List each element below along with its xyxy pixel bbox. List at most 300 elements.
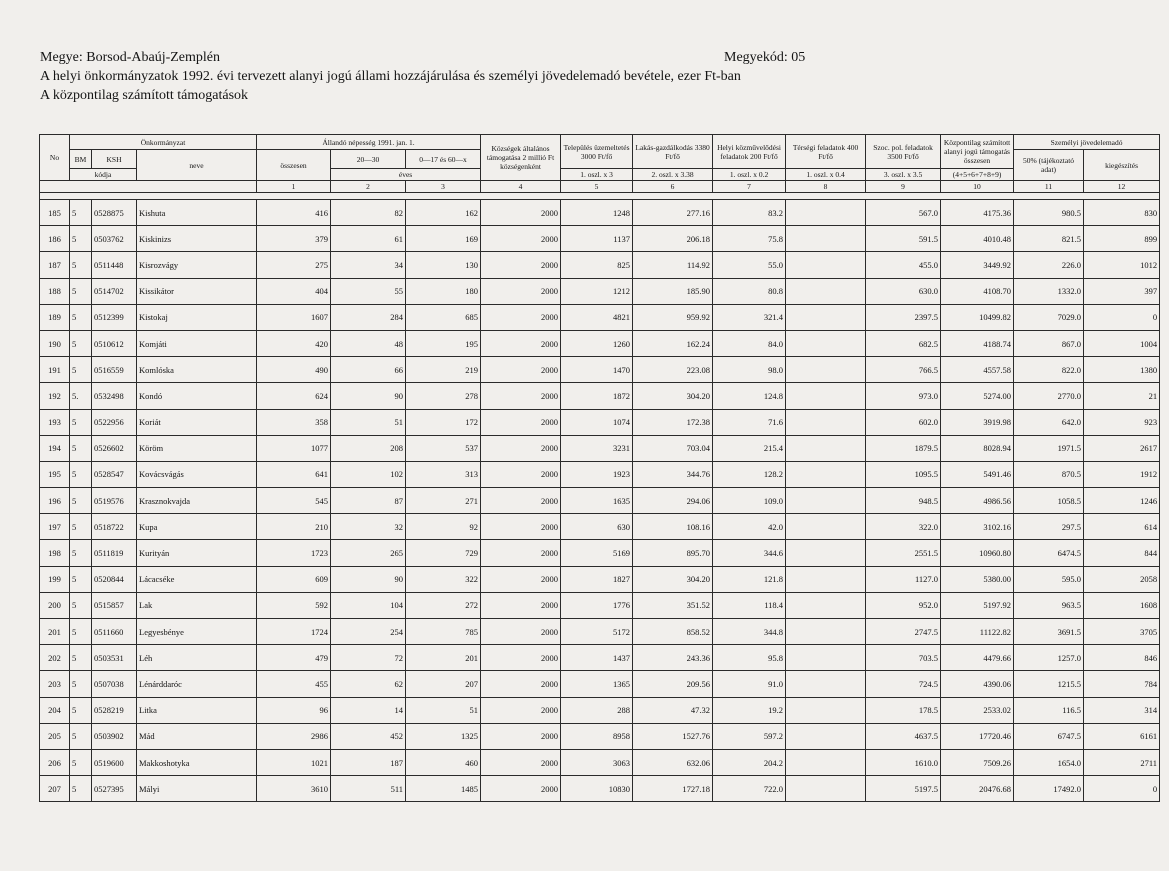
local-culture-cell: 321.4 — [713, 304, 786, 330]
population-20-30-cell: 102 — [331, 461, 406, 487]
row-number-cell: 200 — [40, 592, 70, 618]
bm-code-cell: 5 — [70, 776, 92, 802]
population-total-cell: 404 — [257, 278, 331, 304]
settlement-operation-cell: 1470 — [561, 357, 633, 383]
housing-management-cell: 1727.18 — [633, 776, 713, 802]
village-support-cell: 2000 — [481, 278, 561, 304]
municipality-name-cell: Lak — [137, 592, 257, 618]
county-line — [40, 48, 1130, 67]
housing-management-cell: 114.92 — [633, 252, 713, 278]
income-tax-50-cell: 870.5 — [1014, 461, 1084, 487]
row-number-cell: 188 — [40, 278, 70, 304]
central-support-total-cell: 20476.68 — [941, 776, 1014, 802]
social-policy-cell: 948.5 — [866, 488, 941, 514]
settlement-operation-cell: 1776 — [561, 592, 633, 618]
settlement-operation-cell: 5169 — [561, 540, 633, 566]
municipality-name-cell: Kovácsvágás — [137, 461, 257, 487]
housing-management-cell: 223.08 — [633, 357, 713, 383]
row-number-cell: 207 — [40, 776, 70, 802]
population-total-cell: 2986 — [257, 723, 331, 749]
regional-tasks-cell — [786, 697, 866, 723]
village-support-cell: 2000 — [481, 330, 561, 356]
col-number: 1 — [257, 181, 331, 193]
bm-code-cell: 5 — [70, 697, 92, 723]
ksh-code-cell: 0507038 — [92, 671, 137, 697]
central-support-total-cell: 4188.74 — [941, 330, 1014, 356]
bm-code-cell: 5 — [70, 252, 92, 278]
housing-management-cell: 294.06 — [633, 488, 713, 514]
local-culture-cell: 91.0 — [713, 671, 786, 697]
ksh-code-cell: 0512399 — [92, 304, 137, 330]
ksh-code-cell: 0528875 — [92, 200, 137, 226]
municipality-name-cell: Komlóska — [137, 357, 257, 383]
population-20-30-cell: 34 — [331, 252, 406, 278]
column-number-row — [40, 181, 1160, 193]
regional-tasks-cell — [786, 461, 866, 487]
regional-tasks-cell — [786, 330, 866, 356]
income-tax-supplement-cell: 1246 — [1084, 488, 1160, 514]
village-support-cell: 2000 — [481, 697, 561, 723]
income-tax-supplement-cell: 899 — [1084, 226, 1160, 252]
central-support-total-cell: 5197.92 — [941, 592, 1014, 618]
population-0-17-60-plus-cell: 785 — [406, 619, 481, 645]
housing-management-cell: 1527.76 — [633, 723, 713, 749]
population-total-cell: 96 — [257, 697, 331, 723]
bm-code-cell: 5 — [70, 330, 92, 356]
income-tax-50-cell: 6474.5 — [1014, 540, 1084, 566]
village-support-cell: 2000 — [481, 671, 561, 697]
income-tax-supplement-cell: 1004 — [1084, 330, 1160, 356]
social-policy-cell: 602.0 — [866, 409, 941, 435]
housing-management-cell: 959.92 — [633, 304, 713, 330]
regional-tasks-cell — [786, 514, 866, 540]
central-support-total-cell: 4108.70 — [941, 278, 1014, 304]
settlement-operation-cell: 5172 — [561, 619, 633, 645]
income-tax-50-cell: 963.5 — [1014, 592, 1084, 618]
housing-management-cell: 895.70 — [633, 540, 713, 566]
housing-management-cell: 185.90 — [633, 278, 713, 304]
col-kiegeszites-header: kiegészítés — [1084, 150, 1160, 181]
table-row — [40, 540, 1160, 566]
row-number-cell: 202 — [40, 645, 70, 671]
table-row — [40, 409, 1160, 435]
housing-management-cell: 304.20 — [633, 566, 713, 592]
income-tax-supplement-cell: 2711 — [1084, 749, 1160, 775]
settlement-operation-cell: 288 — [561, 697, 633, 723]
settlement-operation-cell: 1260 — [561, 330, 633, 356]
housing-management-cell: 304.20 — [633, 383, 713, 409]
local-culture-cell: 344.8 — [713, 619, 786, 645]
central-support-total-cell: 17720.46 — [941, 723, 1014, 749]
ksh-code-cell: 0528219 — [92, 697, 137, 723]
bm-code-cell: 5 — [70, 540, 92, 566]
local-culture-cell: 42.0 — [713, 514, 786, 540]
population-total-cell: 275 — [257, 252, 331, 278]
social-policy-cell: 2747.5 — [866, 619, 941, 645]
housing-management-cell: 277.16 — [633, 200, 713, 226]
regional-tasks-cell — [786, 304, 866, 330]
local-culture-cell: 80.8 — [713, 278, 786, 304]
ksh-code-cell: 0518722 — [92, 514, 137, 540]
settlement-operation-cell: 1827 — [561, 566, 633, 592]
population-0-17-60-plus-cell: 162 — [406, 200, 481, 226]
table-row — [40, 488, 1160, 514]
col-age-0-17-header: 0—17 és 60—x — [406, 150, 481, 169]
population-20-30-cell: 32 — [331, 514, 406, 540]
regional-tasks-cell — [786, 540, 866, 566]
central-support-total-cell: 4557.58 — [941, 357, 1014, 383]
col-kozsegek-header: Községek általános támogatása 2 millió Ft községenként — [481, 135, 561, 181]
population-0-17-60-plus-cell: 1485 — [406, 776, 481, 802]
ksh-code-cell: 0522956 — [92, 409, 137, 435]
row-number-cell: 204 — [40, 697, 70, 723]
population-0-17-60-plus-cell: 92 — [406, 514, 481, 540]
social-policy-cell: 682.5 — [866, 330, 941, 356]
col-onkormanyzat-header: Önkormányzat — [70, 135, 257, 150]
social-policy-cell: 766.5 — [866, 357, 941, 383]
local-culture-cell: 118.4 — [713, 592, 786, 618]
income-tax-supplement-cell: 2058 — [1084, 566, 1160, 592]
municipality-name-cell: Kisrozvágy — [137, 252, 257, 278]
table-row — [40, 357, 1160, 383]
social-policy-cell: 2551.5 — [866, 540, 941, 566]
col-tersegi-formula: 1. oszl. x 0.4 — [786, 169, 866, 181]
housing-management-cell: 351.52 — [633, 592, 713, 618]
col-number: 11 — [1014, 181, 1084, 193]
col-number: 9 — [866, 181, 941, 193]
population-total-cell: 1724 — [257, 619, 331, 645]
ksh-code-cell: 0515857 — [92, 592, 137, 618]
income-tax-50-cell: 2770.0 — [1014, 383, 1084, 409]
municipality-name-cell: Kondó — [137, 383, 257, 409]
table-row — [40, 200, 1160, 226]
local-culture-cell: 128.2 — [713, 461, 786, 487]
housing-management-cell: 108.16 — [633, 514, 713, 540]
village-support-cell: 2000 — [481, 540, 561, 566]
table-row — [40, 566, 1160, 592]
bm-code-cell: 5 — [70, 592, 92, 618]
social-policy-cell: 1095.5 — [866, 461, 941, 487]
col-kozpontilag-formula: (4+5+6+7+8+9) — [941, 169, 1014, 181]
col-age-20-30-header: 20—30 — [331, 150, 406, 169]
row-number-cell: 206 — [40, 749, 70, 775]
social-policy-cell: 1879.5 — [866, 435, 941, 461]
municipality-name-cell: Kishuta — [137, 200, 257, 226]
income-tax-50-cell: 1654.0 — [1014, 749, 1084, 775]
col-helyi-header: Helyi közművelődési feladatok 200 Ft/fő — [713, 135, 786, 169]
municipality-name-cell: Legyesbénye — [137, 619, 257, 645]
population-20-30-cell: 51 — [331, 409, 406, 435]
municipality-name-cell: Lénárddaróc — [137, 671, 257, 697]
row-number-cell: 198 — [40, 540, 70, 566]
village-support-cell: 2000 — [481, 226, 561, 252]
housing-management-cell: 209.56 — [633, 671, 713, 697]
social-policy-cell: 1610.0 — [866, 749, 941, 775]
local-culture-cell: 344.6 — [713, 540, 786, 566]
municipality-name-cell: Komjáti — [137, 330, 257, 356]
population-total-cell: 416 — [257, 200, 331, 226]
population-total-cell: 592 — [257, 592, 331, 618]
income-tax-supplement-cell: 3705 — [1084, 619, 1160, 645]
village-support-cell: 2000 — [481, 435, 561, 461]
central-support-total-cell: 5380.00 — [941, 566, 1014, 592]
population-0-17-60-plus-cell: 1325 — [406, 723, 481, 749]
social-policy-cell: 630.0 — [866, 278, 941, 304]
population-0-17-60-plus-cell: 729 — [406, 540, 481, 566]
income-tax-50-cell: 17492.0 — [1014, 776, 1084, 802]
regional-tasks-cell — [786, 357, 866, 383]
ksh-code-cell: 0503531 — [92, 645, 137, 671]
municipality-name-cell: Koriát — [137, 409, 257, 435]
col-ksh-header: KSH — [92, 150, 137, 169]
regional-tasks-cell — [786, 278, 866, 304]
table-row — [40, 776, 1160, 802]
local-culture-cell: 121.8 — [713, 566, 786, 592]
population-total-cell: 641 — [257, 461, 331, 487]
bm-code-cell: 5 — [70, 304, 92, 330]
row-number-cell: 185 — [40, 200, 70, 226]
regional-tasks-cell — [786, 488, 866, 514]
col-kodja-header: kódja — [70, 169, 137, 181]
local-culture-cell: 722.0 — [713, 776, 786, 802]
population-0-17-60-plus-cell: 130 — [406, 252, 481, 278]
housing-management-cell: 243.36 — [633, 645, 713, 671]
social-policy-cell: 952.0 — [866, 592, 941, 618]
central-support-total-cell: 4175.36 — [941, 200, 1014, 226]
population-total-cell: 609 — [257, 566, 331, 592]
ksh-code-cell: 0516559 — [92, 357, 137, 383]
col-number: 2 — [331, 181, 406, 193]
col-nepesseg-header: Állandó népesség 1991. jan. 1. — [257, 135, 481, 150]
ksh-code-cell: 0519600 — [92, 749, 137, 775]
settlement-operation-cell: 630 — [561, 514, 633, 540]
population-total-cell: 210 — [257, 514, 331, 540]
ksh-code-cell: 0527395 — [92, 776, 137, 802]
ksh-code-cell: 0511448 — [92, 252, 137, 278]
population-20-30-cell: 208 — [331, 435, 406, 461]
population-total-cell: 479 — [257, 645, 331, 671]
village-support-cell: 2000 — [481, 619, 561, 645]
ksh-code-cell: 0519576 — [92, 488, 137, 514]
income-tax-50-cell: 1332.0 — [1014, 278, 1084, 304]
population-0-17-60-plus-cell: 537 — [406, 435, 481, 461]
income-tax-50-cell: 1058.5 — [1014, 488, 1084, 514]
table-row — [40, 304, 1160, 330]
population-total-cell: 1607 — [257, 304, 331, 330]
municipality-name-cell: Kistokaj — [137, 304, 257, 330]
population-total-cell: 1077 — [257, 435, 331, 461]
bm-code-cell: 5 — [70, 409, 92, 435]
population-20-30-cell: 61 — [331, 226, 406, 252]
income-tax-supplement-cell: 6161 — [1084, 723, 1160, 749]
housing-management-cell: 162.24 — [633, 330, 713, 356]
social-policy-cell: 322.0 — [866, 514, 941, 540]
local-culture-cell: 83.2 — [713, 200, 786, 226]
col-number: 3 — [406, 181, 481, 193]
municipality-name-cell: Litka — [137, 697, 257, 723]
village-support-cell: 2000 — [481, 776, 561, 802]
central-support-total-cell: 3919.98 — [941, 409, 1014, 435]
table-row — [40, 697, 1160, 723]
population-20-30-cell: 66 — [331, 357, 406, 383]
settlement-operation-cell: 1074 — [561, 409, 633, 435]
local-culture-cell: 215.4 — [713, 435, 786, 461]
bm-code-cell: 5 — [70, 645, 92, 671]
income-tax-50-cell: 1215.5 — [1014, 671, 1084, 697]
income-tax-50-cell: 642.0 — [1014, 409, 1084, 435]
village-support-cell: 2000 — [481, 383, 561, 409]
table-row — [40, 723, 1160, 749]
municipality-name-cell: Köröm — [137, 435, 257, 461]
col-number: 7 — [713, 181, 786, 193]
bm-code-cell: 5. — [70, 383, 92, 409]
population-20-30-cell: 452 — [331, 723, 406, 749]
income-tax-50-cell: 822.0 — [1014, 357, 1084, 383]
bm-code-cell: 5 — [70, 357, 92, 383]
municipality-name-cell: Makkoshotyka — [137, 749, 257, 775]
municipality-name-cell: Krasznokvajda — [137, 488, 257, 514]
regional-tasks-cell — [786, 200, 866, 226]
row-number-cell: 192 — [40, 383, 70, 409]
municipality-name-cell: Léh — [137, 645, 257, 671]
ksh-code-cell: 0526602 — [92, 435, 137, 461]
municipality-name-cell: Mályi — [137, 776, 257, 802]
settlement-operation-cell: 1635 — [561, 488, 633, 514]
table-row — [40, 252, 1160, 278]
housing-management-cell: 344.76 — [633, 461, 713, 487]
regional-tasks-cell — [786, 226, 866, 252]
local-culture-cell: 98.0 — [713, 357, 786, 383]
social-policy-cell: 567.0 — [866, 200, 941, 226]
income-tax-supplement-cell: 614 — [1084, 514, 1160, 540]
regional-tasks-cell — [786, 749, 866, 775]
regional-tasks-cell — [786, 409, 866, 435]
village-support-cell: 2000 — [481, 723, 561, 749]
village-support-cell: 2000 — [481, 592, 561, 618]
col-eves-header: éves — [331, 169, 481, 181]
central-support-total-cell: 4010.48 — [941, 226, 1014, 252]
settlement-operation-cell: 1137 — [561, 226, 633, 252]
population-0-17-60-plus-cell: 201 — [406, 645, 481, 671]
col-telepules-header: Település üzemeltetés 3000 Ft/fő — [561, 135, 633, 169]
table-row — [40, 671, 1160, 697]
income-tax-supplement-cell: 923 — [1084, 409, 1160, 435]
settlement-operation-cell: 4821 — [561, 304, 633, 330]
income-tax-50-cell: 7029.0 — [1014, 304, 1084, 330]
settlement-operation-cell: 8958 — [561, 723, 633, 749]
population-0-17-60-plus-cell: 219 — [406, 357, 481, 383]
regional-tasks-cell — [786, 723, 866, 749]
income-tax-supplement-cell: 1012 — [1084, 252, 1160, 278]
village-support-cell: 2000 — [481, 645, 561, 671]
social-policy-cell: 591.5 — [866, 226, 941, 252]
ksh-code-cell: 0528547 — [92, 461, 137, 487]
population-20-30-cell: 284 — [331, 304, 406, 330]
col-osszesen-header: összesen — [257, 150, 331, 181]
population-0-17-60-plus-cell: 322 — [406, 566, 481, 592]
central-support-total-cell: 4986.56 — [941, 488, 1014, 514]
settlement-operation-cell: 1365 — [561, 671, 633, 697]
table-row — [40, 278, 1160, 304]
village-support-cell: 2000 — [481, 357, 561, 383]
income-tax-supplement-cell: 830 — [1084, 200, 1160, 226]
social-policy-cell: 724.5 — [866, 671, 941, 697]
row-number-cell: 197 — [40, 514, 70, 540]
ksh-code-cell: 0511660 — [92, 619, 137, 645]
settlement-operation-cell: 1212 — [561, 278, 633, 304]
population-0-17-60-plus-cell: 685 — [406, 304, 481, 330]
regional-tasks-cell — [786, 435, 866, 461]
social-policy-cell: 178.5 — [866, 697, 941, 723]
bm-code-cell: 5 — [70, 514, 92, 540]
social-policy-cell: 455.0 — [866, 252, 941, 278]
population-20-30-cell: 72 — [331, 645, 406, 671]
table-row — [40, 226, 1160, 252]
social-policy-cell: 5197.5 — [866, 776, 941, 802]
income-tax-supplement-cell: 846 — [1084, 645, 1160, 671]
table-row — [40, 749, 1160, 775]
income-tax-50-cell: 980.5 — [1014, 200, 1084, 226]
settlement-operation-cell: 3063 — [561, 749, 633, 775]
income-tax-supplement-cell: 1380 — [1084, 357, 1160, 383]
population-total-cell: 358 — [257, 409, 331, 435]
table-row — [40, 645, 1160, 671]
col-no-header: No — [40, 135, 70, 181]
income-tax-50-cell: 3691.5 — [1014, 619, 1084, 645]
housing-management-cell: 206.18 — [633, 226, 713, 252]
row-number-cell: 205 — [40, 723, 70, 749]
local-culture-cell: 124.8 — [713, 383, 786, 409]
income-tax-supplement-cell: 397 — [1084, 278, 1160, 304]
local-culture-cell: 75.8 — [713, 226, 786, 252]
population-total-cell: 624 — [257, 383, 331, 409]
village-support-cell: 2000 — [481, 252, 561, 278]
row-number-cell: 187 — [40, 252, 70, 278]
central-support-total-cell: 5491.46 — [941, 461, 1014, 487]
col-lakas-formula: 2. oszl. x 3.38 — [633, 169, 713, 181]
bm-code-cell: 5 — [70, 488, 92, 514]
population-0-17-60-plus-cell: 313 — [406, 461, 481, 487]
row-number-cell: 199 — [40, 566, 70, 592]
settlement-operation-cell: 1248 — [561, 200, 633, 226]
central-support-total-cell: 8028.94 — [941, 435, 1014, 461]
income-tax-50-cell: 226.0 — [1014, 252, 1084, 278]
village-support-cell: 2000 — [481, 749, 561, 775]
population-total-cell: 1021 — [257, 749, 331, 775]
income-tax-supplement-cell: 844 — [1084, 540, 1160, 566]
regional-tasks-cell — [786, 383, 866, 409]
table-header — [40, 135, 1160, 193]
local-culture-cell: 55.0 — [713, 252, 786, 278]
population-0-17-60-plus-cell: 195 — [406, 330, 481, 356]
col-szja-50-header: 50% (tájékoztató adat) — [1014, 150, 1084, 181]
income-tax-supplement-cell: 1912 — [1084, 461, 1160, 487]
row-number-cell: 201 — [40, 619, 70, 645]
page-header — [40, 48, 1130, 105]
col-kozpontilag-header: Központilag számított alanyi jogú támogatás összesen — [941, 135, 1014, 169]
bm-code-cell: 5 — [70, 619, 92, 645]
local-culture-cell: 204.2 — [713, 749, 786, 775]
row-number-cell: 203 — [40, 671, 70, 697]
central-support-total-cell: 5274.00 — [941, 383, 1014, 409]
central-support-total-cell: 10960.80 — [941, 540, 1014, 566]
population-0-17-60-plus-cell: 207 — [406, 671, 481, 697]
ksh-code-cell: 0532498 — [92, 383, 137, 409]
spacer-row — [40, 193, 1160, 200]
bm-code-cell: 5 — [70, 435, 92, 461]
col-number: 6 — [633, 181, 713, 193]
regional-tasks-cell — [786, 671, 866, 697]
